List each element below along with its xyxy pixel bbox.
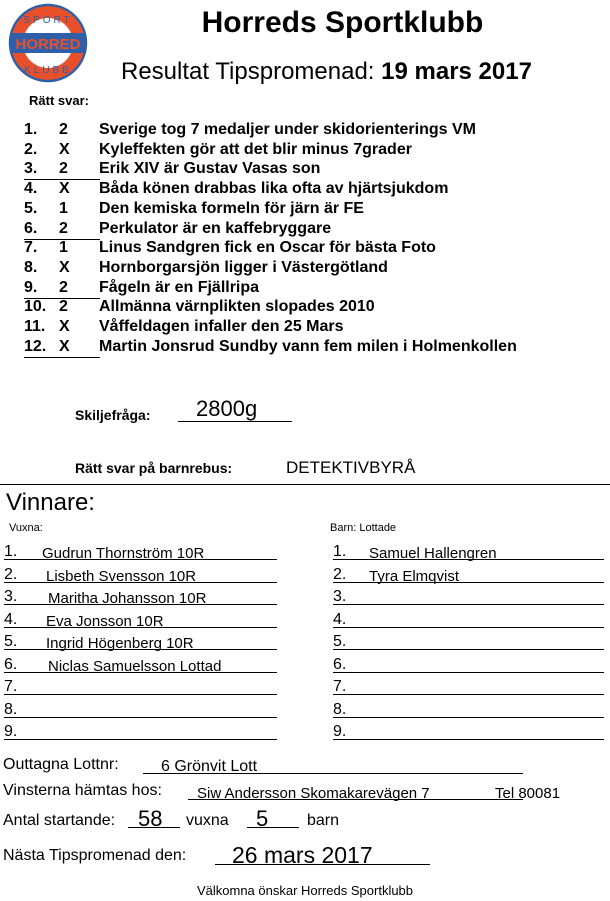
- answer-value: 1: [59, 199, 68, 217]
- answer-value: X: [59, 258, 70, 276]
- answer-value: 2: [59, 298, 68, 316]
- winner-line: [4, 582, 277, 583]
- section-divider: [0, 484, 610, 485]
- tiebreak-value: 2800g: [196, 396, 258, 421]
- winner-number: 4.: [4, 610, 18, 628]
- winner-line: [4, 649, 277, 650]
- adults-winner-row: [4, 543, 277, 565]
- rebus-value: DETEKTIVBYRÅ: [286, 458, 416, 477]
- winner-line: [4, 559, 277, 560]
- winner-number: 3.: [4, 588, 18, 605]
- answer-text: Sverige tog 7 medaljer under skidorienterings VM: [99, 121, 476, 138]
- answer-text: Martin Jonsrud Sundby vann fem milen i Holmenkollen: [99, 337, 517, 355]
- answer-value: 1: [59, 239, 68, 257]
- answer-row: [24, 239, 584, 259]
- pickup-value: Siw Andersson Skomakarevägen 7: [197, 785, 430, 802]
- answer-number: 12.: [24, 337, 47, 355]
- children-header: Barn: Lottade: [330, 522, 397, 534]
- winner-number: 3.: [333, 588, 347, 605]
- answer-number: 2.: [24, 140, 38, 158]
- participants-children-line: [247, 827, 299, 828]
- winner-line: [333, 649, 604, 650]
- winner-name: Samuel Hallengren: [369, 545, 497, 562]
- winner-number: 7.: [333, 678, 347, 695]
- winner-line: [333, 627, 604, 628]
- answer-value: 2: [59, 160, 68, 178]
- answer-number: 7.: [24, 239, 38, 257]
- children-winner-row: [333, 678, 604, 700]
- participants-adults-line: [128, 827, 180, 828]
- children-winner-row: [333, 723, 604, 745]
- winner-number: 2.: [333, 565, 347, 583]
- winner-number: 4.: [333, 610, 347, 628]
- page-title: Horreds Sportklubb: [201, 6, 484, 39]
- answer-number: 8.: [24, 258, 38, 276]
- answer-value: X: [59, 180, 70, 198]
- answer-underline: [24, 357, 100, 358]
- adults-winner-row: [4, 611, 277, 633]
- winner-line: [333, 717, 604, 718]
- answer-text: Våffeldagen infaller den 25 Mars: [99, 318, 344, 335]
- winner-name: Niclas Samuelsson Lottad: [48, 657, 222, 675]
- adults-winner-row: [4, 588, 277, 610]
- winner-number: 6.: [333, 655, 347, 673]
- winner-number: 7.: [4, 678, 18, 695]
- winner-line: [4, 739, 277, 740]
- answer-row: [24, 121, 584, 141]
- winner-line: [333, 672, 604, 673]
- next-line: [215, 864, 430, 865]
- answer-row: [24, 318, 584, 338]
- answer-value: X: [59, 318, 70, 335]
- logo-center-text: HORRED: [15, 36, 81, 53]
- rebus-label: Rätt svar på barnrebus:: [75, 460, 233, 476]
- answer-text: Erik XIV är Gustav Vasas son: [99, 160, 321, 178]
- winner-number: 5.: [333, 633, 347, 650]
- adults-winner-row: [4, 701, 277, 723]
- winner-name: Eva Jonsson 10R: [46, 612, 164, 630]
- winner-line: [4, 672, 277, 673]
- answer-row: [24, 279, 584, 299]
- participants-children-word: barn: [307, 812, 340, 829]
- adults-winner-row: [4, 723, 277, 745]
- answer-number: 6.: [24, 219, 38, 237]
- answer-value: X: [59, 337, 70, 355]
- adults-winner-row: [4, 633, 277, 655]
- answers-label: Rätt svar:: [29, 93, 89, 108]
- lottery-line: [143, 773, 523, 774]
- pickup-line: [188, 799, 523, 800]
- tiebreak-label: Skiljefråga:: [75, 407, 151, 423]
- winner-name: Maritha Johansson 10R: [48, 590, 207, 607]
- answer-number: 10.: [24, 298, 47, 316]
- answer-row: [24, 259, 584, 279]
- winner-line: [333, 582, 604, 583]
- answer-text: Fågeln är en Fjällripa: [99, 278, 260, 296]
- answer-row: [24, 200, 584, 220]
- winner-line: [333, 694, 604, 695]
- children-winner-row: [333, 543, 604, 565]
- winner-line: [333, 559, 604, 560]
- answer-row: [24, 141, 584, 161]
- children-winner-row: [333, 701, 604, 723]
- answer-value: X: [59, 140, 70, 158]
- next-date: 26 mars 2017: [232, 842, 373, 868]
- winner-number: 8.: [333, 700, 347, 718]
- winner-line: [4, 694, 277, 695]
- participants-adults: 58: [138, 806, 163, 831]
- winner-name: Gudrun Thornström 10R: [42, 545, 205, 562]
- answer-number: 4.: [24, 180, 38, 198]
- answer-text: Hornborgarsjön ligger i Västergötland: [99, 258, 388, 276]
- children-winner-row: [333, 588, 604, 610]
- answer-row: [24, 298, 584, 318]
- winner-number: 9.: [333, 723, 347, 740]
- answer-value: 2: [59, 278, 68, 296]
- winner-number: 9.: [4, 723, 18, 740]
- answer-text: Allmänna värnplikten slopades 2010: [99, 298, 375, 316]
- winner-number: 5.: [4, 633, 18, 650]
- winner-number: 2.: [4, 565, 18, 583]
- answer-number: 5.: [24, 199, 38, 217]
- answer-row: [24, 180, 584, 200]
- participants-label: Antal startande:: [3, 812, 116, 829]
- winner-line: [4, 604, 277, 605]
- answer-number: 9.: [24, 278, 38, 296]
- answer-number: 11.: [24, 318, 46, 335]
- winners-title: Vinnare:: [6, 489, 95, 516]
- answer-text: Linus Sandgren fick en Oscar för bästa Foto: [99, 239, 436, 257]
- subtitle-prefix: Resultat Tipspromenad:: [121, 58, 382, 85]
- answer-text: Båda könen drabbas lika ofta av hjärtsjukdom: [99, 180, 449, 198]
- answer-row: [24, 338, 584, 358]
- logo-top-text: SPORT: [23, 15, 73, 26]
- participants-adults-word: vuxna: [186, 812, 229, 829]
- answer-text: Den kemiska formeln för järn är FE: [99, 199, 364, 217]
- adults-header: Vuxna:: [9, 522, 43, 534]
- winner-line: [333, 604, 604, 605]
- winner-line: [4, 717, 277, 718]
- answer-row: [24, 220, 584, 240]
- children-winner-row: [333, 566, 604, 588]
- winner-name: Ingrid Högenberg 10R: [46, 635, 194, 652]
- winner-number: 8.: [4, 700, 18, 718]
- lottery-label: Outtagna Lottnr:: [3, 756, 119, 773]
- participants-children: 5: [256, 806, 269, 831]
- winner-name: Tyra Elmqvist: [369, 567, 460, 585]
- adults-winner-row: [4, 656, 277, 678]
- pickup-tel: Tel 80081: [495, 785, 561, 802]
- children-winner-row: [333, 656, 604, 678]
- winner-number: 6.: [4, 655, 18, 673]
- page-subtitle: [121, 58, 532, 86]
- children-winner-row: [333, 611, 604, 633]
- logo-bottom-text: KLUBB: [24, 65, 72, 76]
- adults-winner-row: [4, 566, 277, 588]
- winner-line: [4, 627, 277, 628]
- winner-line: [333, 739, 604, 740]
- answer-number: 1.: [24, 121, 38, 138]
- footer-text: Välkomna önskar Horreds Sportklubb: [196, 883, 414, 898]
- winner-name: Lisbeth Svensson 10R: [46, 567, 197, 585]
- answer-text: Kyleffekten gör att det blir minus 7grader: [99, 140, 412, 158]
- answer-value: 2: [59, 121, 68, 138]
- answer-text: Perkulator är en kaffebryggare: [99, 219, 332, 237]
- tiebreak-line: [178, 421, 292, 422]
- answer-row: [24, 160, 584, 180]
- subtitle-date: 19 mars 2017: [381, 58, 532, 85]
- lottery-value: 6 Grönvit Lott: [161, 758, 258, 775]
- answer-number: 3.: [24, 160, 38, 178]
- next-label: Nästa Tipspromenad den:: [3, 847, 187, 864]
- pickup-label: Vinsterna hämtas hos:: [3, 782, 162, 799]
- winner-number: 1.: [4, 543, 18, 560]
- adults-winner-row: [4, 678, 277, 700]
- answer-value: 2: [59, 219, 68, 237]
- winner-number: 1.: [333, 543, 347, 560]
- children-winner-row: [333, 633, 604, 655]
